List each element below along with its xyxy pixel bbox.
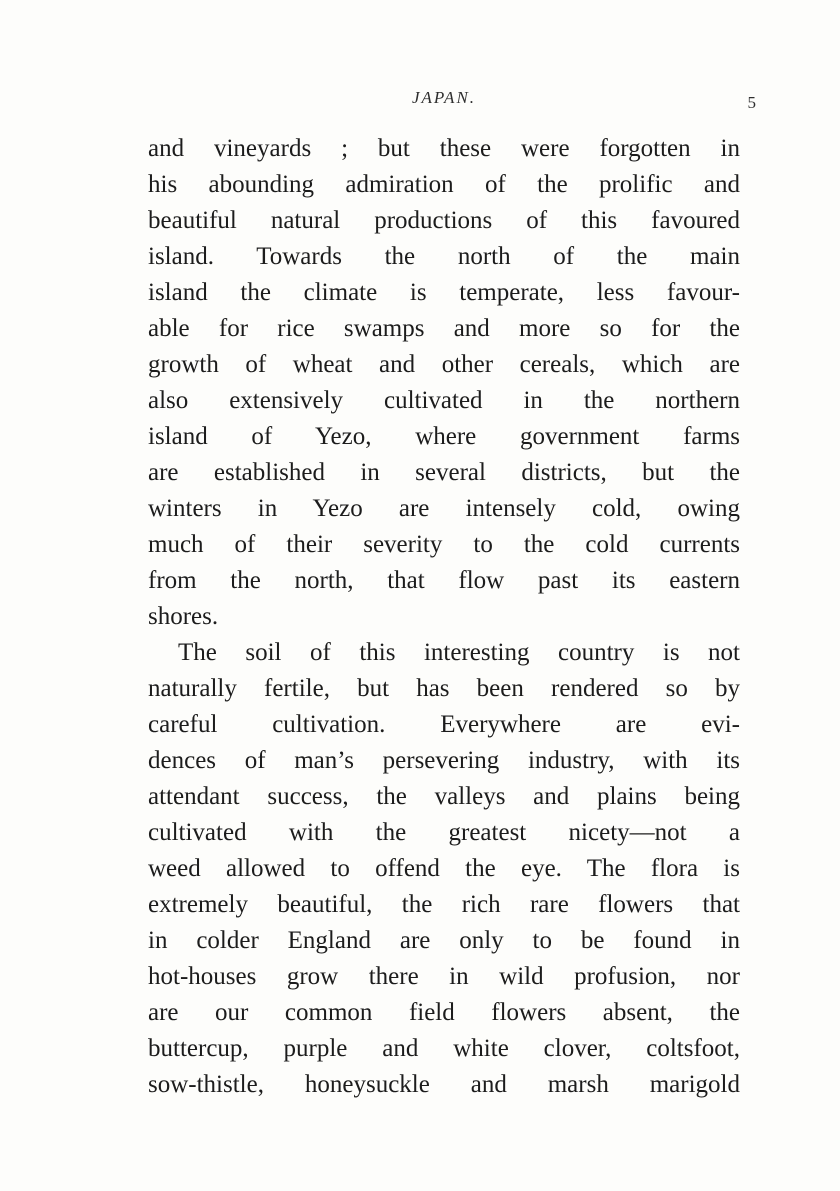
paragraph [148,131,740,635]
text-line: shores. [148,603,219,630]
text-line: growth of wheat and other cereals, which are [148,351,740,378]
text-line: much of their severity to the cold currents [148,531,740,558]
page-body [148,131,740,1103]
text-line: dences of man’s persevering industry, with its [148,747,740,774]
text-line: weed allowed to offend the eye. The flora is [148,855,740,882]
text-line: careful cultivation. Everywhere are evi- [148,711,740,738]
text-line: island. Towards the north of the main [148,243,740,270]
paragraph [148,635,740,1103]
text-line: beautiful natural productions of this favoured [148,207,740,234]
text-line: hot-houses grow there in wild profusion, nor [148,963,740,990]
text-line: able for rice swamps and more so for the [148,315,740,342]
text-line: attendant success, the valleys and plains being [148,783,740,810]
text-line: The soil of this interesting country is not [178,639,740,666]
text-line: are our common field flowers absent, the [148,999,740,1026]
text-line: winters in Yezo are intensely cold, owing [148,495,740,522]
page-number: 5 [747,93,756,112]
header-title: JAPAN. [411,88,477,107]
text-line: his abounding admiration of the prolific and [148,171,740,198]
text-line: and vineyards ; but these were forgotten in [148,135,740,162]
text-line: island of Yezo, where government farms [148,423,740,450]
text-line: island the climate is temperate, less favour- [148,279,740,306]
text-line: buttercup, purple and white clover, coltsfoot, [148,1035,740,1062]
text-line: in colder England are only to be found in [148,927,740,954]
text-line: are established in several districts, but the [148,459,740,486]
text-line: from the north, that flow past its eastern [148,567,740,594]
text-line: extremely beautiful, the rich rare flowers that [148,891,740,918]
text-line: cultivated with the greatest nicety—not a [148,819,740,846]
text-line: naturally fertile, but has been rendered so by [148,675,740,702]
running-header [148,88,756,118]
text-line: sow-thistle, honeysuckle and marsh marigold [148,1071,740,1098]
text-line: also extensively cultivated in the northern [148,387,740,414]
